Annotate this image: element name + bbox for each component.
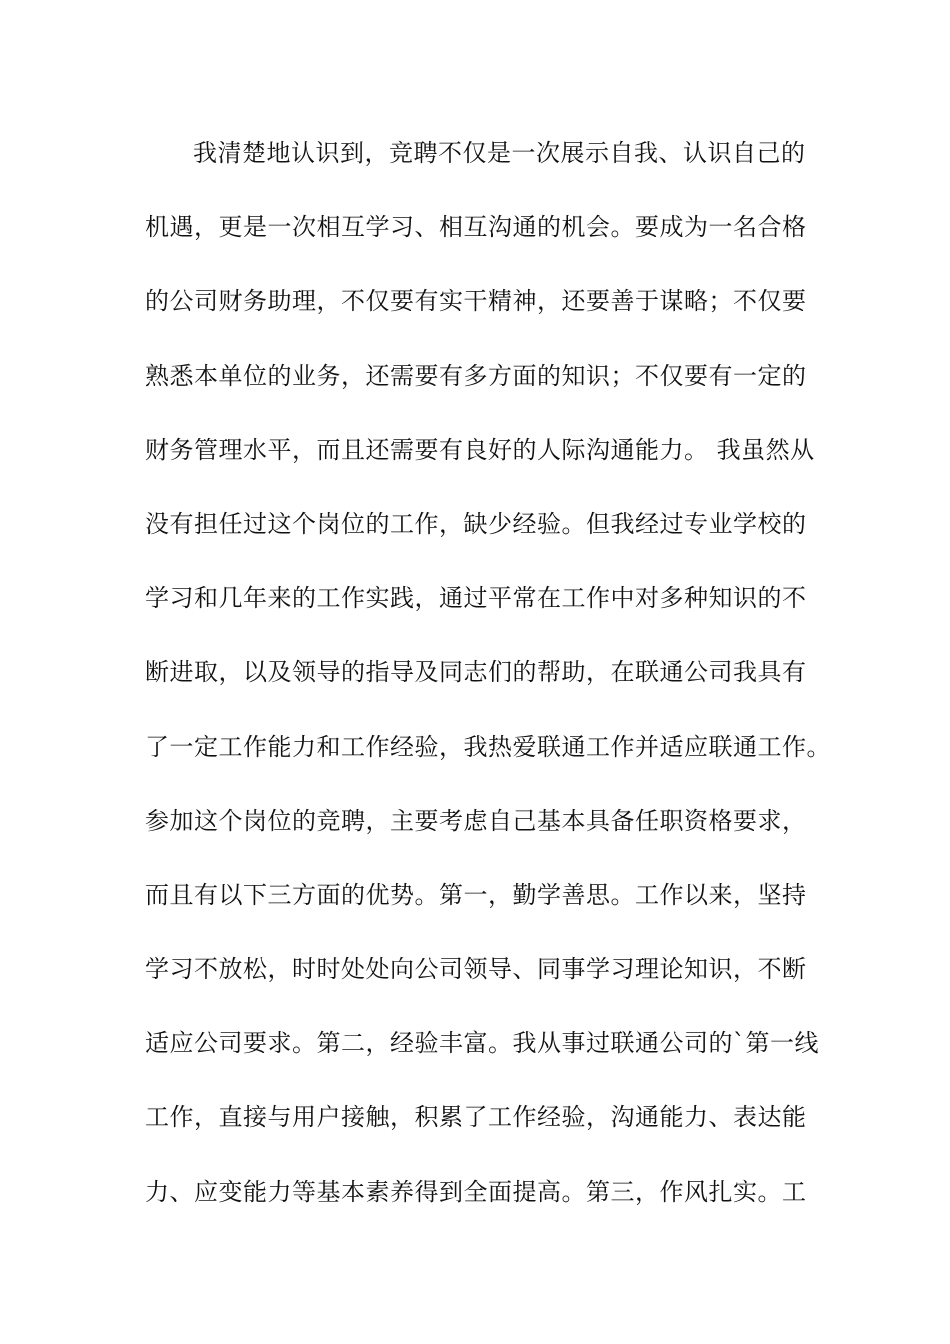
text-line: 工作，直接与用户接触，积累了工作经验，沟通能力、表达能 [145, 1103, 807, 1132]
text-line: 力、应变能力等基本素养得到全面提高。第三，作风扎实。工 [145, 1177, 807, 1206]
text-line: 机遇，更是一次相互学习、相互沟通的机会。要成为一名合格 [145, 213, 807, 242]
text-line: 财务管理水平，而且还需要有良好的人际沟通能力。 我虽然从 [145, 435, 815, 464]
text-line: 学习和几年来的工作实践，通过平常在工作中对多种知识的不 [145, 584, 807, 613]
text-line: 参加这个岗位的竞聘，主要考虑自己基本具备任职资格要求， [145, 806, 807, 835]
text-line: 没有担任过这个岗位的工作，缺少经验。但我经过专业学校的 [145, 509, 807, 538]
text-line: 我清楚地认识到，竞聘不仅是一次展示自我、认识自己的 [193, 139, 806, 167]
text-line: 而且有以下三方面的优势。第一，勤学善思。工作以来，坚持 [145, 880, 807, 909]
body-paragraph [145, 128, 831, 1241]
text-line: 学习不放松，时时处处向公司领导、同事学习理论知识，不断 [145, 955, 807, 984]
text-line: 的公司财务助理，不仅要有实干精神，还要善于谋略；不仅要 [145, 287, 807, 316]
text-line: 适应公司要求。第二，经验丰富。我从事过联通公司的`第一线 [145, 1029, 819, 1058]
text-line: 断进取，以及领导的指导及同志们的帮助，在联通公司我具有 [145, 658, 807, 687]
text-line: 了一定工作能力和工作经验，我热爱联通工作并适应联通工作。 [145, 732, 831, 761]
text-line: 熟悉本单位的业务，还需要有多方面的知识；不仅要有一定的 [145, 361, 807, 390]
